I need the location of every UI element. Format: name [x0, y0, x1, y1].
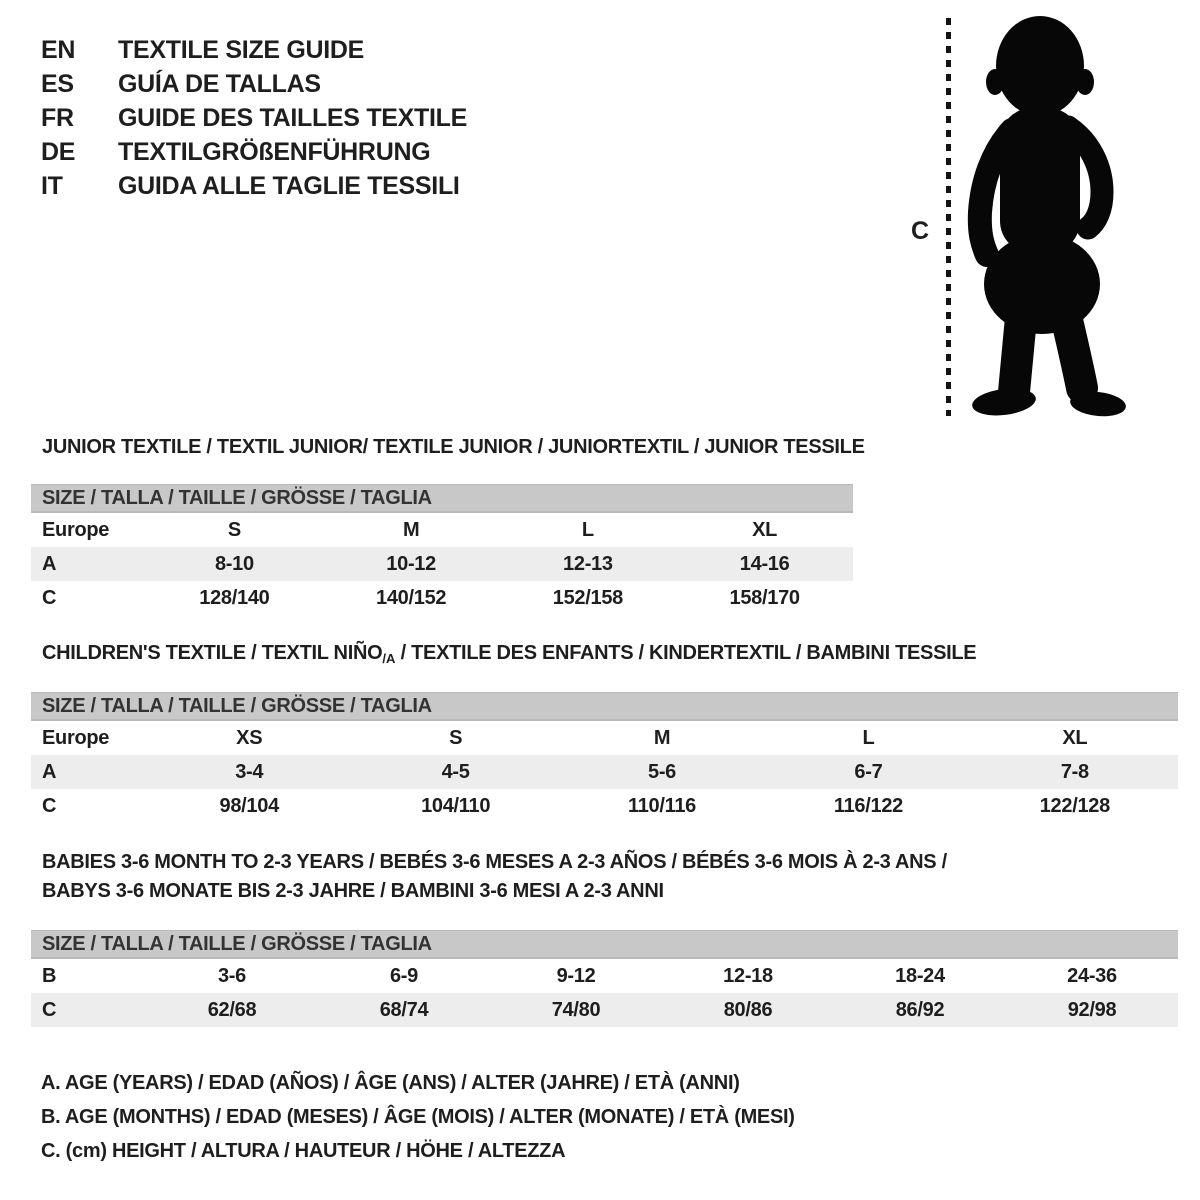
- size-cell: 116/122: [833, 794, 903, 817]
- babies-title-line2: BABYS 3-6 MONATE BIS 2-3 JAHRE / BAMBINI 3-6 MESI A 2-3 ANNI: [42, 880, 664, 902]
- size-cell: 8-10: [214, 552, 254, 575]
- size-cell: XL: [1062, 726, 1088, 749]
- children-section-title: [42, 642, 976, 666]
- row-label: C: [42, 998, 57, 1021]
- size-cell: S: [227, 518, 241, 541]
- size-cell: 140/152: [376, 586, 447, 609]
- row-label: C: [42, 586, 57, 609]
- legend-line-a: A. AGE (YEARS) / EDAD (AÑOS) / ÂGE (ANS) / ALTER (JAHRE) / ETÀ (ANNI): [41, 1072, 740, 1094]
- size-cell: 14-16: [739, 552, 790, 575]
- table-body: [31, 513, 853, 615]
- guide-title: TEXTILGRÖßENFÜHRUNG: [118, 137, 431, 166]
- table-row: [31, 789, 1178, 823]
- row-label: B: [42, 964, 57, 987]
- size-cell: 86/92: [895, 998, 945, 1021]
- children-size-table: [31, 692, 1178, 823]
- size-cell: 6-9: [389, 964, 418, 987]
- language-code: ES: [41, 69, 74, 98]
- size-cell: XL: [752, 518, 778, 541]
- size-cell: 12-13: [563, 552, 613, 575]
- size-cell: 9-12: [556, 964, 596, 987]
- size-cell: 110/116: [628, 794, 697, 817]
- size-cell: XS: [236, 726, 263, 749]
- size-cell: 3-4: [235, 760, 264, 783]
- guide-title: TEXTILE SIZE GUIDE: [118, 35, 365, 64]
- table-header-size: SIZE / TALLA / TAILLE / GRÖSSE / TAGLIA: [31, 484, 853, 513]
- table-body: [31, 959, 1178, 1027]
- size-cell: 68/74: [379, 998, 429, 1021]
- toddler-silhouette-image: [962, 12, 1140, 418]
- size-cell: 18-24: [895, 964, 945, 987]
- size-cell: L: [581, 518, 594, 541]
- measurement-legend: [41, 1066, 795, 1168]
- table-row: [31, 755, 1178, 789]
- guide-title: GUIDA ALLE TAGLIE TESSILI: [118, 171, 460, 200]
- size-cell: 80/86: [723, 998, 773, 1021]
- babies-section-title: [42, 848, 972, 906]
- list-item: [41, 67, 467, 101]
- language-code: DE: [41, 137, 76, 166]
- list-item: [41, 33, 467, 67]
- size-cell: 92/98: [1067, 998, 1117, 1021]
- list-item: [41, 169, 467, 203]
- height-measure-label: C: [911, 217, 929, 245]
- row-label: A: [42, 552, 57, 575]
- size-cell: M: [402, 518, 420, 541]
- size-cell: 7-8: [1060, 760, 1089, 783]
- size-cell: 74/80: [551, 998, 601, 1021]
- list-item: [41, 101, 467, 135]
- junior-section-title: JUNIOR TEXTILE / TEXTIL JUNIOR/ TEXTILE JUNIOR / JUNIORTEXTIL / JUNIOR TESSILE: [42, 436, 865, 458]
- guide-title: GUIDE DES TAILLES TEXTILE: [118, 103, 468, 132]
- children-title-part1: CHILDREN'S TEXTILE / TEXTIL NIÑO: [42, 642, 383, 664]
- row-label: C: [42, 794, 57, 817]
- size-cell: M: [653, 726, 671, 749]
- size-cell: 24-36: [1067, 964, 1117, 987]
- table-header-size: SIZE / TALLA / TAILLE / GRÖSSE / TAGLIA: [31, 930, 1178, 959]
- size-cell: 12-18: [723, 964, 773, 987]
- list-item: [41, 135, 467, 169]
- row-label: A: [42, 760, 57, 783]
- table-row: [31, 581, 853, 615]
- language-code: EN: [41, 35, 76, 64]
- size-cell: 98/104: [219, 794, 279, 817]
- size-cell: 122/128: [1039, 794, 1110, 817]
- size-cell: 4-5: [441, 760, 470, 783]
- row-label: Europe: [42, 726, 110, 749]
- size-cell: S: [449, 726, 463, 749]
- size-cell: 5-6: [648, 760, 677, 783]
- table-row: [31, 547, 853, 581]
- row-label: Europe: [42, 518, 110, 541]
- language-code: FR: [41, 103, 74, 132]
- language-title-list: [41, 33, 467, 203]
- size-cell: 158/170: [729, 586, 800, 609]
- table-row: [31, 959, 1178, 993]
- size-cell: 128/140: [199, 586, 270, 609]
- legend-line-b: B. AGE (MONTHS) / EDAD (MESES) / ÂGE (MOIS) / ALTER (MONATE) / ETÀ (MESI): [41, 1106, 795, 1128]
- table-header-size: SIZE / TALLA / TAILLE / GRÖSSE / TAGLIA: [31, 692, 1178, 721]
- children-title-subscript: /A: [382, 651, 396, 666]
- guide-title: GUÍA DE TALLAS: [118, 69, 321, 98]
- height-dashed-line: [946, 18, 951, 416]
- size-cell: 3-6: [217, 964, 246, 987]
- size-cell: 10-12: [386, 552, 436, 575]
- table-row: [31, 721, 1178, 755]
- size-cell: 62/68: [207, 998, 257, 1021]
- children-title-part2: / TEXTILE DES ENFANTS / KINDERTEXTIL / BAMBINI TESSILE: [395, 642, 977, 664]
- table-body: [31, 721, 1178, 823]
- size-cell: 104/110: [421, 794, 491, 817]
- babies-size-table: [31, 930, 1178, 1027]
- junior-size-table: [31, 484, 853, 615]
- legend-line-c: C. (cm) HEIGHT / ALTURA / HAUTEUR / HÖHE / ALTEZZA: [41, 1140, 566, 1162]
- table-row: [31, 993, 1178, 1027]
- size-cell: 6-7: [854, 760, 883, 783]
- size-cell: L: [862, 726, 875, 749]
- language-code: IT: [41, 171, 63, 200]
- table-row: [31, 513, 853, 547]
- babies-title-line1: BABIES 3-6 MONTH TO 2-3 YEARS / BEBÉS 3-6 MESES A 2-3 AÑOS / BÉBÉS 3-6 MOIS À 2-3 ANS /: [42, 851, 947, 873]
- size-cell: 152/158: [552, 586, 623, 609]
